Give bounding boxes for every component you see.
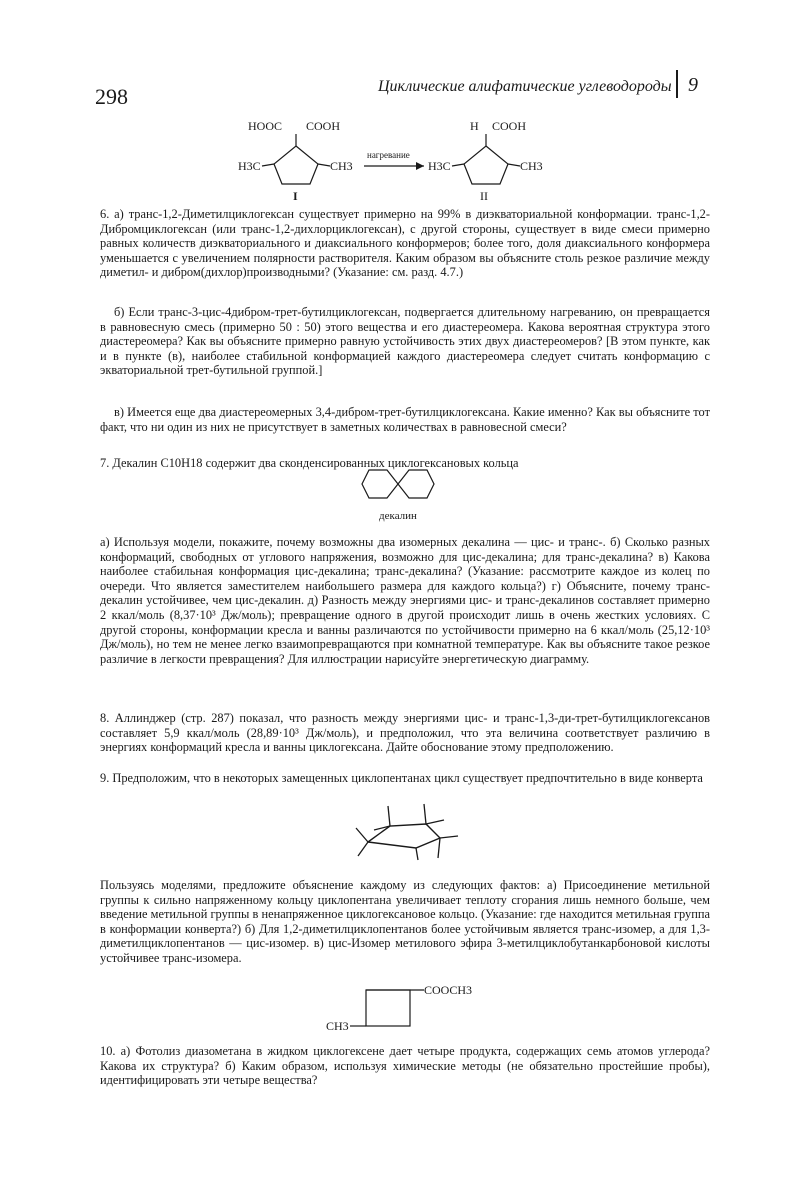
compound-I-cooh: COOH bbox=[306, 119, 341, 133]
problem-6b: б) Если транс-3-цис-4дибром-трет-бутилциклогексан, подвергается длительному нагреванию, он превращается в равновесную смесь (примерно 50 : 50) этого вещества и его диастереомера. Какова вероятная структура этого диастереомера? Как вы объясните примерно равную устойчивость этих двух диастереомеров? [В этом пункте, как и в пункте (в), наиболее стабильной конформацией каждого диастереомера следует считать конформацию с экваториальной трет-бутильной группой.] bbox=[100, 305, 710, 378]
envelope-conformation bbox=[348, 800, 468, 864]
cyclobutane-ester-structure bbox=[318, 980, 498, 1038]
problem-7-intro: 7. Декалин C10H18 содержит два сконденсированных циклогексановых кольца bbox=[100, 456, 519, 470]
decalin-label: декалин bbox=[379, 510, 417, 522]
problem-10: 10. а) Фотолиз диазометана в жидком циклогексене дает четыре продукта, содержащих семь атомов углерода? Какова их структура? б) Каким образом, используя химические методы (не обязательно простейшие пробы), идентифицировать эти четыре вещества? bbox=[100, 1044, 710, 1088]
cooch3-label: COOCH3 bbox=[424, 983, 473, 997]
problem-8: 8. Аллинджер (стр. 287) показал, что разность между энергиями цис- и транс-1,3-ди-трет-бутилциклогексанов составляет 5,9 ккал/моль (28,89·10³ Дж/моль), и предположил, что эта величина соответствует различию в энергиях конформаций кресла и ванны циклогексана. Дайте обоснование этому предположению. bbox=[100, 711, 710, 755]
compound-II-cooh: COOH bbox=[492, 119, 527, 133]
compound-I bbox=[238, 119, 353, 202]
compound-I-ch3: CH3 bbox=[330, 159, 353, 173]
compound-II-h: H bbox=[470, 119, 479, 133]
problem-7-text: а) Используя модели, покажите, почему возможны два изомерных декалина — цис- и транс-. б) Сколько разных конформаций, свободных от углового напряжения, возможно для цис-декалина; для транс-декалина? в) Какова наиболее стабильная конформация цис-декалина; транс-декалина? (Указание: рассмотрите каждое из колец по очереди. Что является заместителем наибольшего размера для каждого кольца?) г) Объясните, почему транс-декалин устойчивее, чем цис-декалин. д) Разность между энергиями цис- и транс-декалинов составляет примерно 2 ккал/моль (8,37·10³ Дж/моль); превращение одного в другой происходит лишь в очень жестких условиях. С другой стороны, конформации кресла и ванны различаются по устойчивости примерно на 6 ккал/моль (25,12·10³ Дж/моль), но тем не менее легко взаимопревращаются при комнатной температуре. Как вы объясните такое резкое различие в легкости превращения? Для иллюстрации нарисуйте энергетическую диаграмму. bbox=[100, 535, 710, 666]
header-divider bbox=[676, 70, 678, 98]
problem-9-text: Пользуясь моделями, предложите объяснение каждому из следующих фактов: а) Присоединение метильной группы к сильно напряженному кольцу циклопентана увеличивает теплоту сгорания лишь немного больше, чем введение метильной группы в ненапряженное циклогексановое кольцо. (Указание: где находится метильная группа в конформации конверта?) б) Для 1,2-диметилциклопентанов более устойчивым является транс-изомер, а для 1,3-диметилциклопентанов — цис-изомер. в) цис-Изомер метилового эфира 3-метилциклобутанкарбоновой кислоты устойчивее транс-изомера. bbox=[100, 878, 710, 965]
compound-II-h3c: H3C bbox=[428, 159, 451, 173]
compound-II-ch3: CH3 bbox=[520, 159, 543, 173]
compound-II-label: II bbox=[480, 189, 488, 202]
compound-I-h3c: H3C bbox=[238, 159, 261, 173]
reaction-scheme bbox=[230, 112, 570, 202]
compound-I-hooc: HOOC bbox=[248, 119, 283, 133]
ch3-label: CH3 bbox=[326, 1019, 349, 1033]
page-number: 298 bbox=[95, 84, 128, 109]
problem-9-intro: 9. Предположим, что в некоторых замещенных циклопентанах цикл существует предпочтительно в виде конверта bbox=[100, 771, 703, 785]
problem-6c: в) Имеется еще два диастереомерных 3,4-дибром-трет-бутилциклогексана. Какие именно? Как вы объясните тот факт, что ни один из них не присутствует в заметных количествах в равновесной смеси? bbox=[100, 405, 710, 434]
running-title: Циклические алифатические углеводороды bbox=[378, 78, 672, 95]
chapter-number: 9 bbox=[688, 74, 698, 96]
compound-I-label: I bbox=[293, 189, 298, 202]
decalin-structure bbox=[358, 462, 438, 506]
compound-II bbox=[428, 119, 543, 202]
reaction-condition: нагревание bbox=[367, 150, 410, 160]
problem-6a: 6. а) транс-1,2-Диметилциклогексан существует примерно на 99% в диэкваториальной конформации. транс-1,2-Дибромциклогексан (или транс-1,2-дихлорциклогексан), с другой стороны, существует в виде смеси примерно равных количеств диэкваториального и диаксиального конформеров; более того, доля диаксиального конформера уменьшается с увеличением полярности растворителя. Каким образом вы объясните столь резкое различие между диметил- и дибром(дихлор)производными? (Указание: см. разд. 4.7.) bbox=[100, 207, 710, 280]
